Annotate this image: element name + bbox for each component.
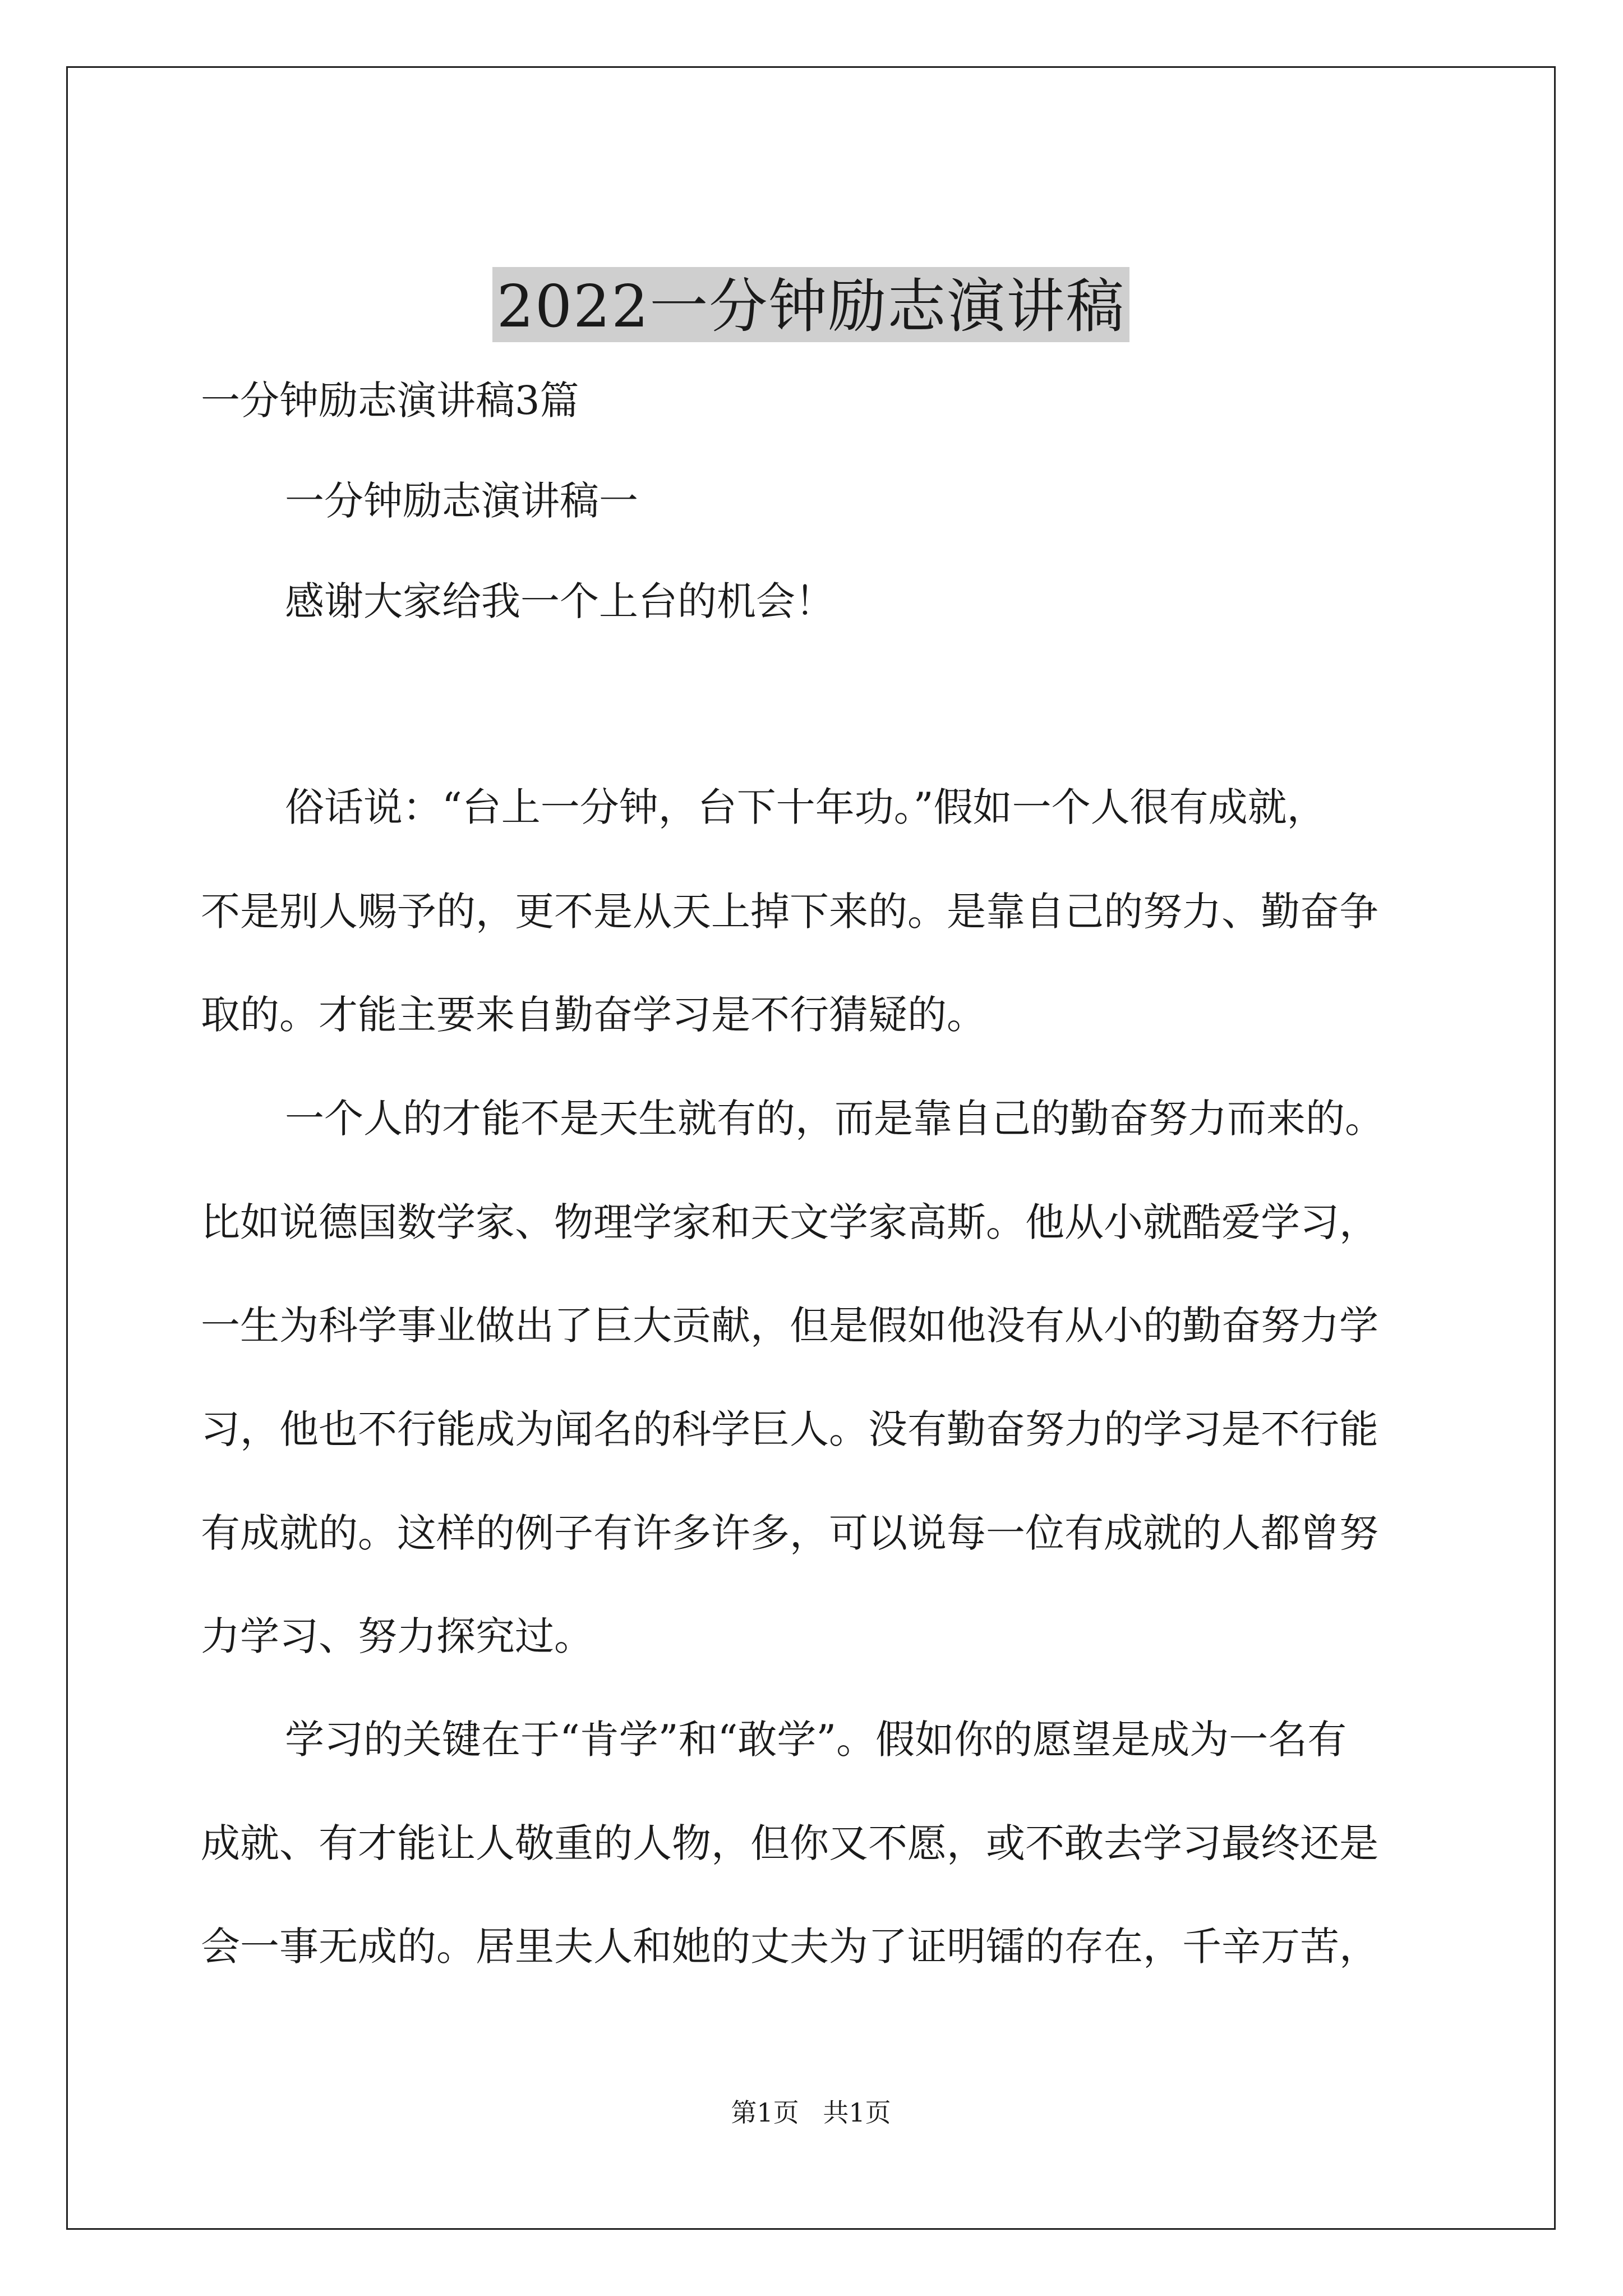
section-heading: 一分钟励志演讲稿一 xyxy=(285,478,638,524)
body-line-3: 不是别人赐予的，更不是从天上掉下来的。是靠自己的努力、勤奋争 xyxy=(201,889,1378,935)
body-line-9: 有成就的。这样的例子有许多许多，可以说每一位有成就的人都曾努 xyxy=(201,1510,1378,1556)
body-line-8: 习，他也不行能成为闻名的科学巨人。没有勤奋努力的学习是不行能 xyxy=(201,1406,1378,1452)
page-current: 第1页 xyxy=(731,2097,799,2128)
page-footer xyxy=(68,2097,1554,2128)
body-line-11: 学习的关键在于“肯学”和“敢学”。假如你的愿望是成为一名有 xyxy=(285,1717,1347,1763)
body-line-12: 成就、有才能让人敬重的人物，但你又不愿，或不敢去学习最终还是 xyxy=(201,1820,1378,1866)
body-line-1: 感谢大家给我一个上台的机会！ xyxy=(285,578,834,624)
body-line-10: 力学习、努力探究过。 xyxy=(201,1613,593,1659)
body-line-4: 取的。才能主要来自勤奋学习是不行猜疑的。 xyxy=(201,992,986,1038)
body-line-5: 一个人的才能不是天生就有的，而是靠自己的勤奋努力而来的。 xyxy=(285,1096,1384,1142)
document-title: 2022一分钟励志演讲稿 xyxy=(492,267,1130,342)
page-frame xyxy=(66,66,1556,2230)
document-title-wrap xyxy=(68,267,1554,342)
body-line-6: 比如说德国数学家、物理学家和天文学家高斯。他从小就酷爱学习， xyxy=(201,1199,1378,1245)
page-total: 共1页 xyxy=(823,2097,891,2128)
body-line-7: 一生为科学事业做出了巨大贡献，但是假如他没有从小的勤奋努力学 xyxy=(201,1303,1378,1349)
body-line-2: 俗话说：“台上一分钟，台下十年功。”假如一个人很有成就， xyxy=(285,784,1326,830)
subtitle: 一分钟励志演讲稿3篇 xyxy=(201,378,579,424)
body-line-13: 会一事无成的。居里夫人和她的丈夫为了证明镭的存在，千辛万苦， xyxy=(201,1924,1378,1970)
